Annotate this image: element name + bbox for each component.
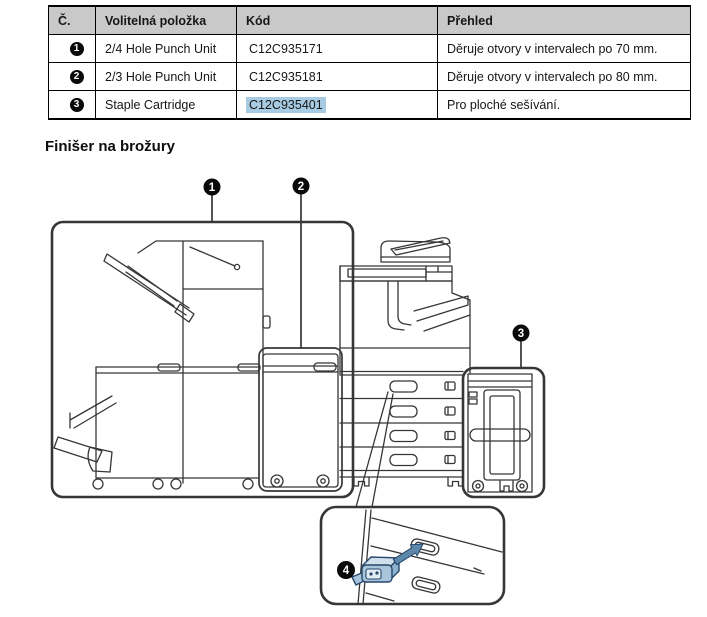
code-value: C12C935181 [249,69,323,84]
booklet-finisher-drawing [54,241,270,489]
callout-1-badge [204,179,221,223]
callout-2-outline [259,348,342,491]
row-number-badge: 1 [70,42,84,56]
option-item-cell: 2/3 Hole Punch Unit [96,63,237,91]
callout-3-badge [513,325,530,369]
bridge-unit-drawing [263,354,338,487]
col-header-item: Volitelná položka [96,6,237,35]
printer-drawing [340,238,470,486]
callout-4-badge [337,561,355,579]
option-desc-cell: Děruje otvory v intervalech po 80 mm. [438,63,691,91]
section-heading: Finišer na brožury [45,138,176,155]
svg-text:2: 2 [297,181,305,193]
code-value-highlighted: C12C935401 [246,97,326,113]
col-header-code: Kód [237,6,438,35]
staple-cartridge-drawing [352,557,399,585]
callout-2-badge [293,178,310,349]
row-number-badge: 2 [70,70,84,84]
svg-text:4: 4 [342,565,350,577]
svg-text:3: 3 [517,328,525,340]
high-capacity-unit-drawing [468,374,532,492]
option-desc-cell: Děruje otvory v intervalech po 70 mm. [438,35,691,63]
col-header-number: Č. [49,6,96,35]
option-desc-cell: Pro ploché sešívání. [438,91,691,120]
magnified-inset [321,507,504,604]
option-item-cell: 2/4 Hole Punch Unit [96,35,237,63]
code-value: C12C935171 [249,41,323,56]
inset-leader-lines [356,392,393,507]
callout-1-outline [52,222,353,497]
svg-text:1: 1 [208,182,216,194]
col-header-overview: Přehled [438,6,691,35]
option-item-cell: Staple Cartridge [96,91,237,120]
callout-4-outline [321,507,504,604]
insert-direction-arrow [393,544,423,565]
row-number-badge: 3 [70,98,84,112]
